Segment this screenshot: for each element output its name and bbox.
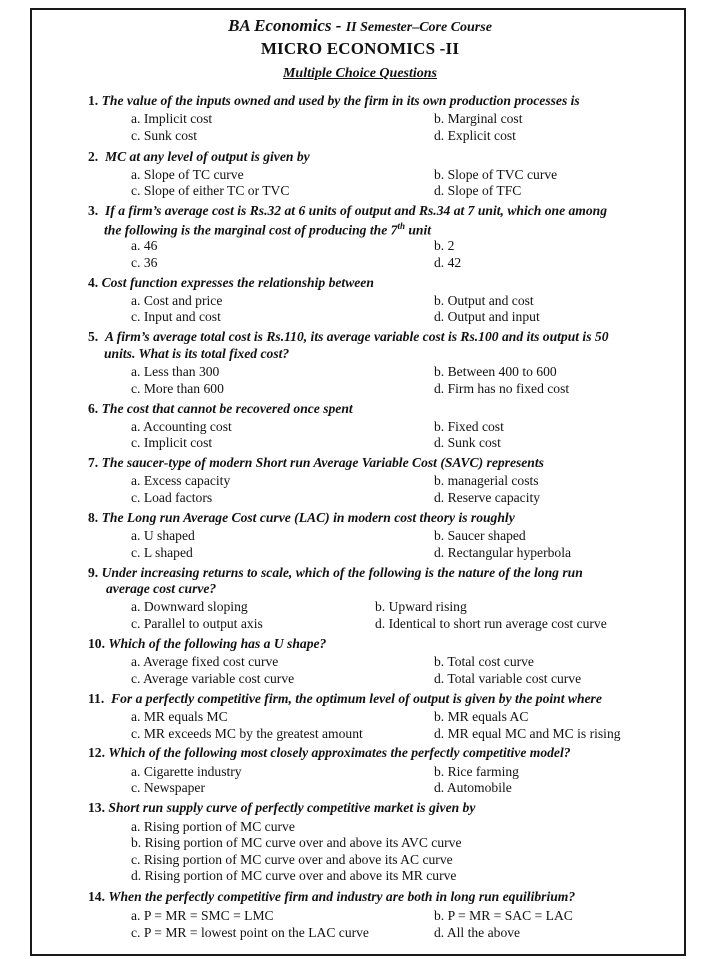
question-2: 2. MC at any level of output is given by [88, 149, 310, 164]
question-12: 12. Which of the following most closely approximates the perfectly competitive model? [88, 745, 571, 760]
option-4a: a. Cost and price [131, 293, 223, 308]
question-7: 7. The saucer-type of modern Short run Average Variable Cost (SAVC) represents [88, 455, 544, 470]
option-11d: d. MR equal MC and MC is rising [434, 726, 621, 741]
option-3a: a. 46 [131, 238, 158, 253]
option-9b: b. Upward rising [375, 599, 467, 614]
option-11a: a. MR equals MC [131, 709, 228, 724]
option-7b: b. managerial costs [434, 473, 539, 488]
question-3-line2: the following is the marginal cost of producing the 7th unit [104, 221, 432, 238]
question-4: 4. Cost function expresses the relationship between [88, 275, 374, 290]
option-8c: c. L shaped [131, 545, 193, 560]
option-12b: b. Rice farming [434, 764, 519, 779]
option-2b: b. Slope of TVC curve [434, 167, 558, 182]
course-title: BA Economics - II Semester–Core Course [228, 16, 492, 35]
question-3: 3. If a firm’s average cost is Rs.32 at 6 units of output and Rs.34 at 7 unit, which one among [88, 203, 608, 218]
option-6c: c. Implicit cost [131, 435, 213, 450]
option-14b: b. P = MR = SAC = LAC [434, 908, 573, 923]
option-5d: d. Firm has no fixed cost [434, 381, 570, 396]
question-11: 11. For a perfectly competitive firm, the optimum level of output is given by the point where [88, 691, 602, 706]
option-3d: d. 42 [434, 255, 462, 270]
option-12a: a. Cigarette industry [131, 764, 242, 779]
option-14a: a. P = MR = SMC = LMC [131, 908, 274, 923]
option-1c: c. Sunk cost [131, 128, 198, 143]
option-1a: a. Implicit cost [131, 111, 213, 126]
question-9-line2: average cost curve? [106, 581, 217, 596]
option-2a: a. Slope of TC curve [131, 167, 244, 182]
option-10b: b. Total cost curve [434, 654, 534, 669]
option-10d: d. Total variable cost curve [434, 671, 582, 686]
question-14: 14. When the perfectly competitive firm and industry are both in long run equilibrium? [88, 889, 576, 904]
question-1: 1. The value of the inputs owned and used by the firm in its own production processes is [88, 93, 580, 108]
question-9: 9. Under increasing returns to scale, which of the following is the nature of the long run [88, 565, 583, 580]
option-2c: c. Slope of either TC or TVC [131, 183, 290, 198]
option-10c: c. Average variable cost curve [131, 671, 295, 686]
option-11b: b. MR equals AC [434, 709, 529, 724]
option-6b: b. Fixed cost [434, 419, 504, 434]
option-12c: c. Newspaper [131, 780, 205, 795]
option-11c: c. MR exceeds MC by the greatest amount [131, 726, 363, 741]
option-5c: c. More than 600 [131, 381, 224, 396]
option-4b: b. Output and cost [434, 293, 534, 308]
option-7a: a. Excess capacity [131, 473, 231, 488]
section-title: Multiple Choice Questions [282, 66, 438, 81]
option-9d: d. Identical to short run average cost curve [375, 616, 607, 631]
option-5a: a. Less than 300 [131, 364, 220, 379]
option-8a: a. U shaped [131, 528, 195, 543]
option-8d: d. Rectangular hyperbola [434, 545, 572, 560]
option-1b: b. Marginal cost [434, 111, 523, 126]
option-7d: d. Reserve capacity [434, 490, 541, 505]
option-13d: d. Rising portion of MC curve over and above its MR curve [131, 868, 457, 883]
option-14d: d. All the above [434, 925, 521, 940]
option-5b: b. Between 400 to 600 [434, 364, 557, 379]
option-7c: c. Load factors [131, 490, 213, 505]
option-10a: a. Average fixed cost curve [131, 654, 279, 669]
question-13: 13. Short run supply curve of perfectly competitive market is given by [88, 800, 476, 815]
option-3c: c. 36 [131, 255, 158, 270]
option-13a: a. Rising portion of MC curve [131, 819, 295, 834]
option-13c: c. Rising portion of MC curve over and above its AC curve [131, 852, 453, 867]
option-4c: c. Input and cost [131, 309, 221, 324]
option-6d: d. Sunk cost [434, 435, 501, 450]
question-5: 5. A firm’s average total cost is Rs.110, its average variable cost is Rs.100 and its output is 50 [88, 329, 609, 344]
option-8b: b. Saucer shaped [434, 528, 526, 543]
option-4d: d. Output and input [434, 309, 540, 324]
option-6a: a. Accounting cost [131, 419, 232, 434]
option-9c: c. Parallel to output axis [131, 616, 263, 631]
option-12d: d. Automobile [434, 780, 512, 795]
option-1d: d. Explicit cost [434, 128, 516, 143]
option-2d: d. Slope of TFC [434, 183, 522, 198]
option-3b: b. 2 [434, 238, 455, 253]
question-8: 8. The Long run Average Cost curve (LAC) in modern cost theory is roughly [88, 510, 515, 525]
question-5-line2: units. What is its total fixed cost? [104, 346, 290, 361]
option-13b: b. Rising portion of MC curve over and above its AVC curve [131, 835, 462, 850]
question-10: 10. Which of the following has a U shape? [88, 636, 327, 651]
option-9a: a. Downward sloping [131, 599, 248, 614]
question-6: 6. The cost that cannot be recovered once spent [88, 401, 353, 416]
subject-title: MICRO ECONOMICS -II [260, 39, 460, 58]
option-14c: c. P = MR = lowest point on the LAC curve [131, 925, 369, 940]
